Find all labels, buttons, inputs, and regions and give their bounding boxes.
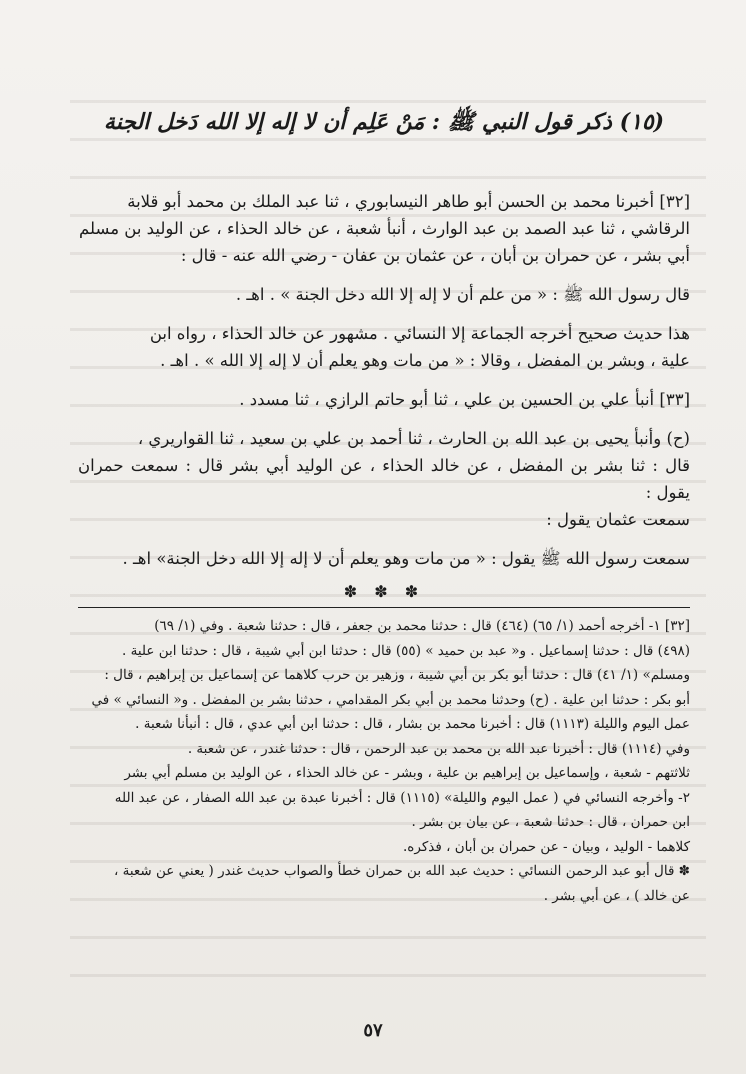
hadith-33-line-3: سمعت عثمان يقول : <box>546 510 690 529</box>
comment-line-2: علية ، وبشر بن المفضل ، وقالا : « من مات وهو يعلم أن لا إله إلا الله » . اهـ . <box>160 351 690 370</box>
comment-line-1: هذا حديث صحيح أخرجه الجماعة إلا النسائي . مشهور عن خالد الحذاء ، رواه ابن <box>149 324 690 343</box>
footnote-line: ابن حمران ، قال : حدثنا شعبة ، عن بيان بن بشر . <box>411 814 690 830</box>
section-stars: ✽ ✽ ✽ <box>343 582 425 601</box>
footnote-line: ثلاثتهم - شعبة ، وإسماعيل بن إبراهيم بن علية ، وبشر - عن خالد الحذاء ، عن الوليد بن مسلم أبي بشر <box>124 765 690 781</box>
footnote-line: أبو بكر : حدثنا ابن علية . (ح) وحدثنا محمد بن أبي بكر المقدامي ، حدثنا بشر بن المفضل . و« النسائي » في <box>91 691 690 708</box>
footnote-line: وفي (١١١٤) قال : أخبرنا عبد الله بن محمد بن عبد الرحمن ، قال : حدثنا غندر ، عن شعبة . <box>187 740 690 757</box>
hadith-33-line-2: قال : ثنا بشر بن المفضل ، عن خالد الحذاء ، عن الوليد أبي بشر قال : سمعت حمران يقول : <box>78 456 690 502</box>
footnote-line: [٣٢] ١- أخرجه أحمد (١/ ٦٥) (٤٦٤) قال : حدثنا محمد بن جعفر ، قال : حدثنا شعبة . وفي (١/ ٦٩) <box>154 618 690 634</box>
hadith-32-line-2: الرقاشي ، ثنا عبد الصمد بن عبد الوارث ، أنبأ شعبة ، عن خالد الحذاء ، عن الوليد بن مسلم <box>79 219 690 238</box>
hadith-32-line-3: أبي بشر ، عن حمران بن أبان ، عن عثمان بن عفان - رضي الله عنه - قال : <box>180 246 690 265</box>
footnote-line: ٢- وأخرجه النسائي في ( عمل اليوم والليلة» (١١١٥) قال : أخبرنا عبدة بن عبد الله الصفار ، عن عبد الله <box>114 789 690 806</box>
hadith-33-text: سمعت رسول الله ﷺ يقول : « من مات وهو يعلم أن لا إله إلا الله دخل الجنة» اهـ . <box>122 549 690 568</box>
footnote-rule <box>78 607 690 608</box>
hadith-33-line-1: (ح) وأنبأ يحيى بن عبد الله بن الحارث ، ثنا أحمد بن علي بن سعيد ، ثنا القواريري ، <box>137 429 690 448</box>
chapter-title: (١٥) ذكر قول النبي ﷺ : مَنْ عَلِم أن لا إله إلا الله دَخل الجنة <box>103 109 665 135</box>
page-content <box>78 108 690 908</box>
footnotes <box>78 614 690 908</box>
hadith-32-text: قال رسول الله ﷺ : « من علم أن لا إله إلا الله دخل الجنة » . اهـ . <box>235 285 690 304</box>
hadith-33-head: [٣٣] أنبأ علي بن الحسين بن علي ، ثنا أبو حاتم الرازي ، ثنا مسدد . <box>239 390 690 409</box>
footnote-note: عن خالد ) ، عن أبي بشر . <box>543 887 690 904</box>
footnote-line: ومسلم» (١/ ٤١) قال : حدثنا أبو بكر بن أبي شيبة ، وزهير بن حرب كلاهما عن إسماعيل بن إبراهيم ، قال : <box>104 667 690 683</box>
footnote-line: (٤٩٨) قال : حدثنا إسماعيل . و« عبد بن حميد » (٥٥) قال : حدثنا ابن أبي شيبة ، قال : حدثنا ابن علية . <box>122 642 690 659</box>
hadith-32-line-1: [٣٢] أخبرنا محمد بن الحسن أبو طاهر النيسابوري ، ثنا عبد الملك بن محمد أبو قلابة <box>127 192 690 211</box>
footnote-note: ✽ قال أبو عبد الرحمن النسائي : حديث عبد الله بن حمران خطأ والصواب حديث غندر ( يعني عن شعبة ، <box>113 863 690 879</box>
main-text <box>78 188 690 601</box>
footnote-line: كلاهما - الوليد ، وبيان - عن حمران بن أبان ، فذكره. <box>403 838 690 855</box>
page-number: ٥٧ <box>363 1020 383 1041</box>
footnote-line: عمل اليوم والليلة (١١١٣) قال : أخبرنا محمد بن بشار ، قال : حدثنا ابن أبي عدي ، قال : أنبأنا شعبة . <box>135 716 690 732</box>
